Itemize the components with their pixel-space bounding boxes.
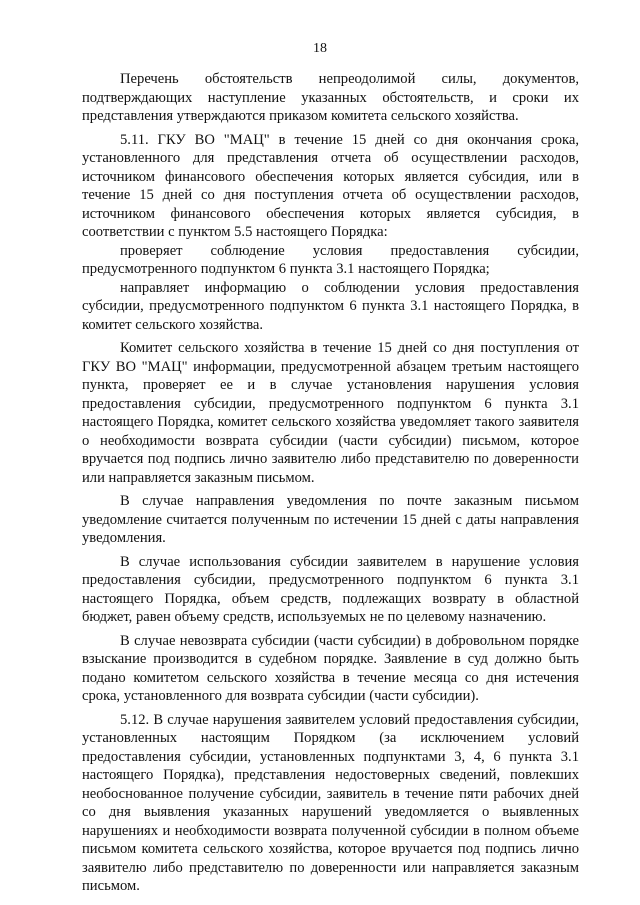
paragraph-court-recovery: В случае невозврата субсидии (части субсидии) в добровольном порядке взыскание производится в судебном порядке. Заявление в суд должно быть подано комитетом сельского хозяйства в течение месяца со дня истечения срока, установленного для возврата субсидии (части субсидии). bbox=[82, 632, 579, 704]
paragraph-force-majeure: Перечень обстоятельств непреодолимой силы, документов, подтверждающих наступление указанных обстоятельств, и сроки их представления утверждаются приказом комитета сельского хозяйства. bbox=[82, 71, 579, 124]
paragraph-misuse-amount: В случае использования субсидии заявителем в нарушение условия предоставления субсидии, предусмотренного подпунктом 6 пункта 3.1 настоящего Порядка, объем средств, подлежащих возврату в областной бюджет, равен объему средств, используемых не по целевому назначению. bbox=[82, 553, 579, 625]
paragraph-5-12: 5.12. В случае нарушения заявителем условий предоставления субсидии, установленных настоящим Порядком (за исключением условий предоставления субсидии, установленных подпунктами 3, 4, 6 пункта 3.1 настоящего Порядка), представления недостоверных сведений, повлекших необоснованное получение субсидии, заявитель в течение пяти рабочих дней со дня выявления указанных нарушений уведомляется о выявленных нарушениях и необходимости возврата полученной субсидии в полном объеме письмом комитета сельского хозяйства, которое вручается под подпись лично заявителю либо представителю по доверенности или направляется заказным письмом. bbox=[82, 711, 579, 894]
paragraph-checks-compliance: проверяет соблюдение условия предоставления субсидии, предусмотренного подпунктом 6 пункта 3.1 настоящего Порядка; bbox=[82, 242, 579, 277]
page-number: 18 bbox=[313, 41, 327, 56]
paragraph-5-11: 5.11. ГКУ ВО "МАЦ" в течение 15 дней со дня окончания срока, установленного для представления отчета об осуществлении расходов, источником финансового обеспечения которых является субсидия, или в течение 15 дней со дня поступления отчета об осуществлении расходов, источником финансового обеспечения которых является субсидия, в соответствии с пунктом 5.5 настоящего Порядка: bbox=[82, 131, 579, 240]
paragraph-postal-notice: В случае направления уведомления по почте заказным письмом уведомление считается полученным по истечении 15 дней с даты направления уведомления. bbox=[82, 493, 579, 546]
document-body bbox=[82, 70, 579, 896]
paragraph-sends-information: направляет информацию о соблюдении условия предоставления субсидии, предусмотренного подпунктом 6 пункта 3.1 настоящего Порядка, в комитет сельского хозяйства. bbox=[82, 279, 579, 333]
paragraph-committee-check: Комитет сельского хозяйства в течение 15 дней со дня поступления от ГКУ ВО "МАЦ" информации, предусмотренной абзацем третьим настоящего пункта, проверяет ее и в случае установления нарушения условия предоставления субсидии, предусмотренного подпунктом 6 пункта 3.1 настоящего Порядка, комитет сельского хозяйства уведомляет такого заявителя о необходимости возврата субсидии (части субсидии) письмом, которое вручается под подпись лично заявителю либо представителю по доверенности или направляется заказным письмом. bbox=[82, 340, 579, 486]
